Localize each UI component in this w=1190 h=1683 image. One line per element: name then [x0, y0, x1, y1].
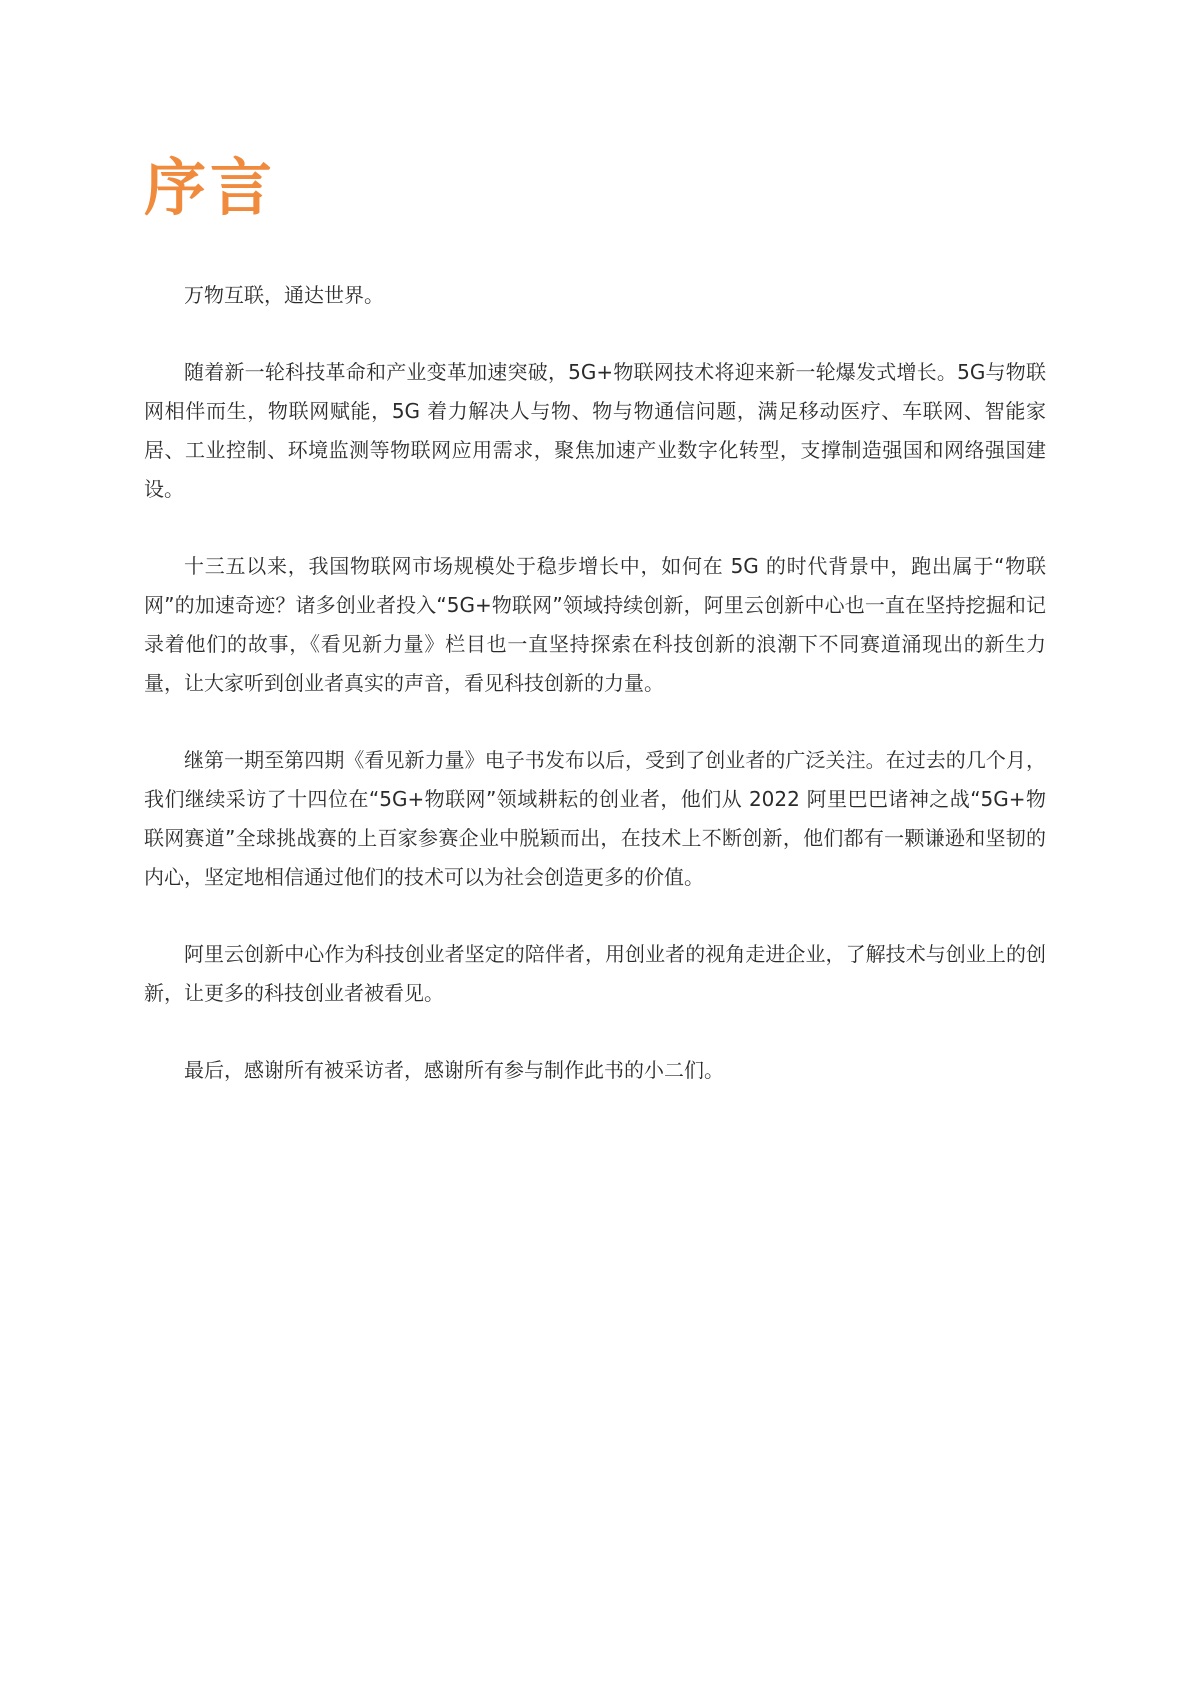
page-title: 序言 [144, 151, 277, 224]
paragraph: 十三五以来，我国物联网市场规模处于稳步增长中，如何在 5G 的时代背景中，跑出属于“物联网”的加速奇迹？诸多创业者投入“5G+物联网”领域持续创新，阿里云创新中心也一直在坚持挖掘和记录着他们的故事，《看见新力量》栏目也一直坚持探索在科技创新的浪潮下不同赛道涌现出的新生力量，让大家听到创业者真实的声音，看见科技创新的力量。 [144, 554, 1046, 695]
paragraph: 随着新一轮科技革命和产业变革加速突破，5G+物联网技术将迎来新一轮爆发式增长。5G与物联网相伴而生，物联网赋能，5G 着力解决人与物、物与物通信问题，满足移动医疗、车联网、智能家居、工业控制、环境监测等物联网应用需求，聚焦加速产业数字化转型，支撑制造强国和网络强国建设。 [144, 360, 1046, 501]
paragraph: 最后，感谢所有被采访者，感谢所有参与制作此书的小二们。 [184, 1058, 724, 1082]
paragraph: 阿里云创新中心作为科技创业者坚定的陪伴者，用创业者的视角走进企业，了解技术与创业上的创新，让更多的科技创业者被看见。 [144, 942, 1046, 1005]
paragraph: 继第一期至第四期《看见新力量》电子书发布以后，受到了创业者的广泛关注。在过去的几个月，我们继续采访了十四位在“5G+物联网”领域耕耘的创业者，他们从 2022 阿里巴巴诸神之战“5G+物联网赛道”全球挑战赛的上百家参赛企业中脱颖而出，在技术上不断创新，他们都有一颗谦逊和坚韧的内心，坚定地相信通过他们的技术可以为社会创造更多的价值。 [144, 748, 1046, 889]
paragraph: 万物互联，通达世界。 [184, 283, 384, 307]
preface-body [144, 276, 1046, 1128]
